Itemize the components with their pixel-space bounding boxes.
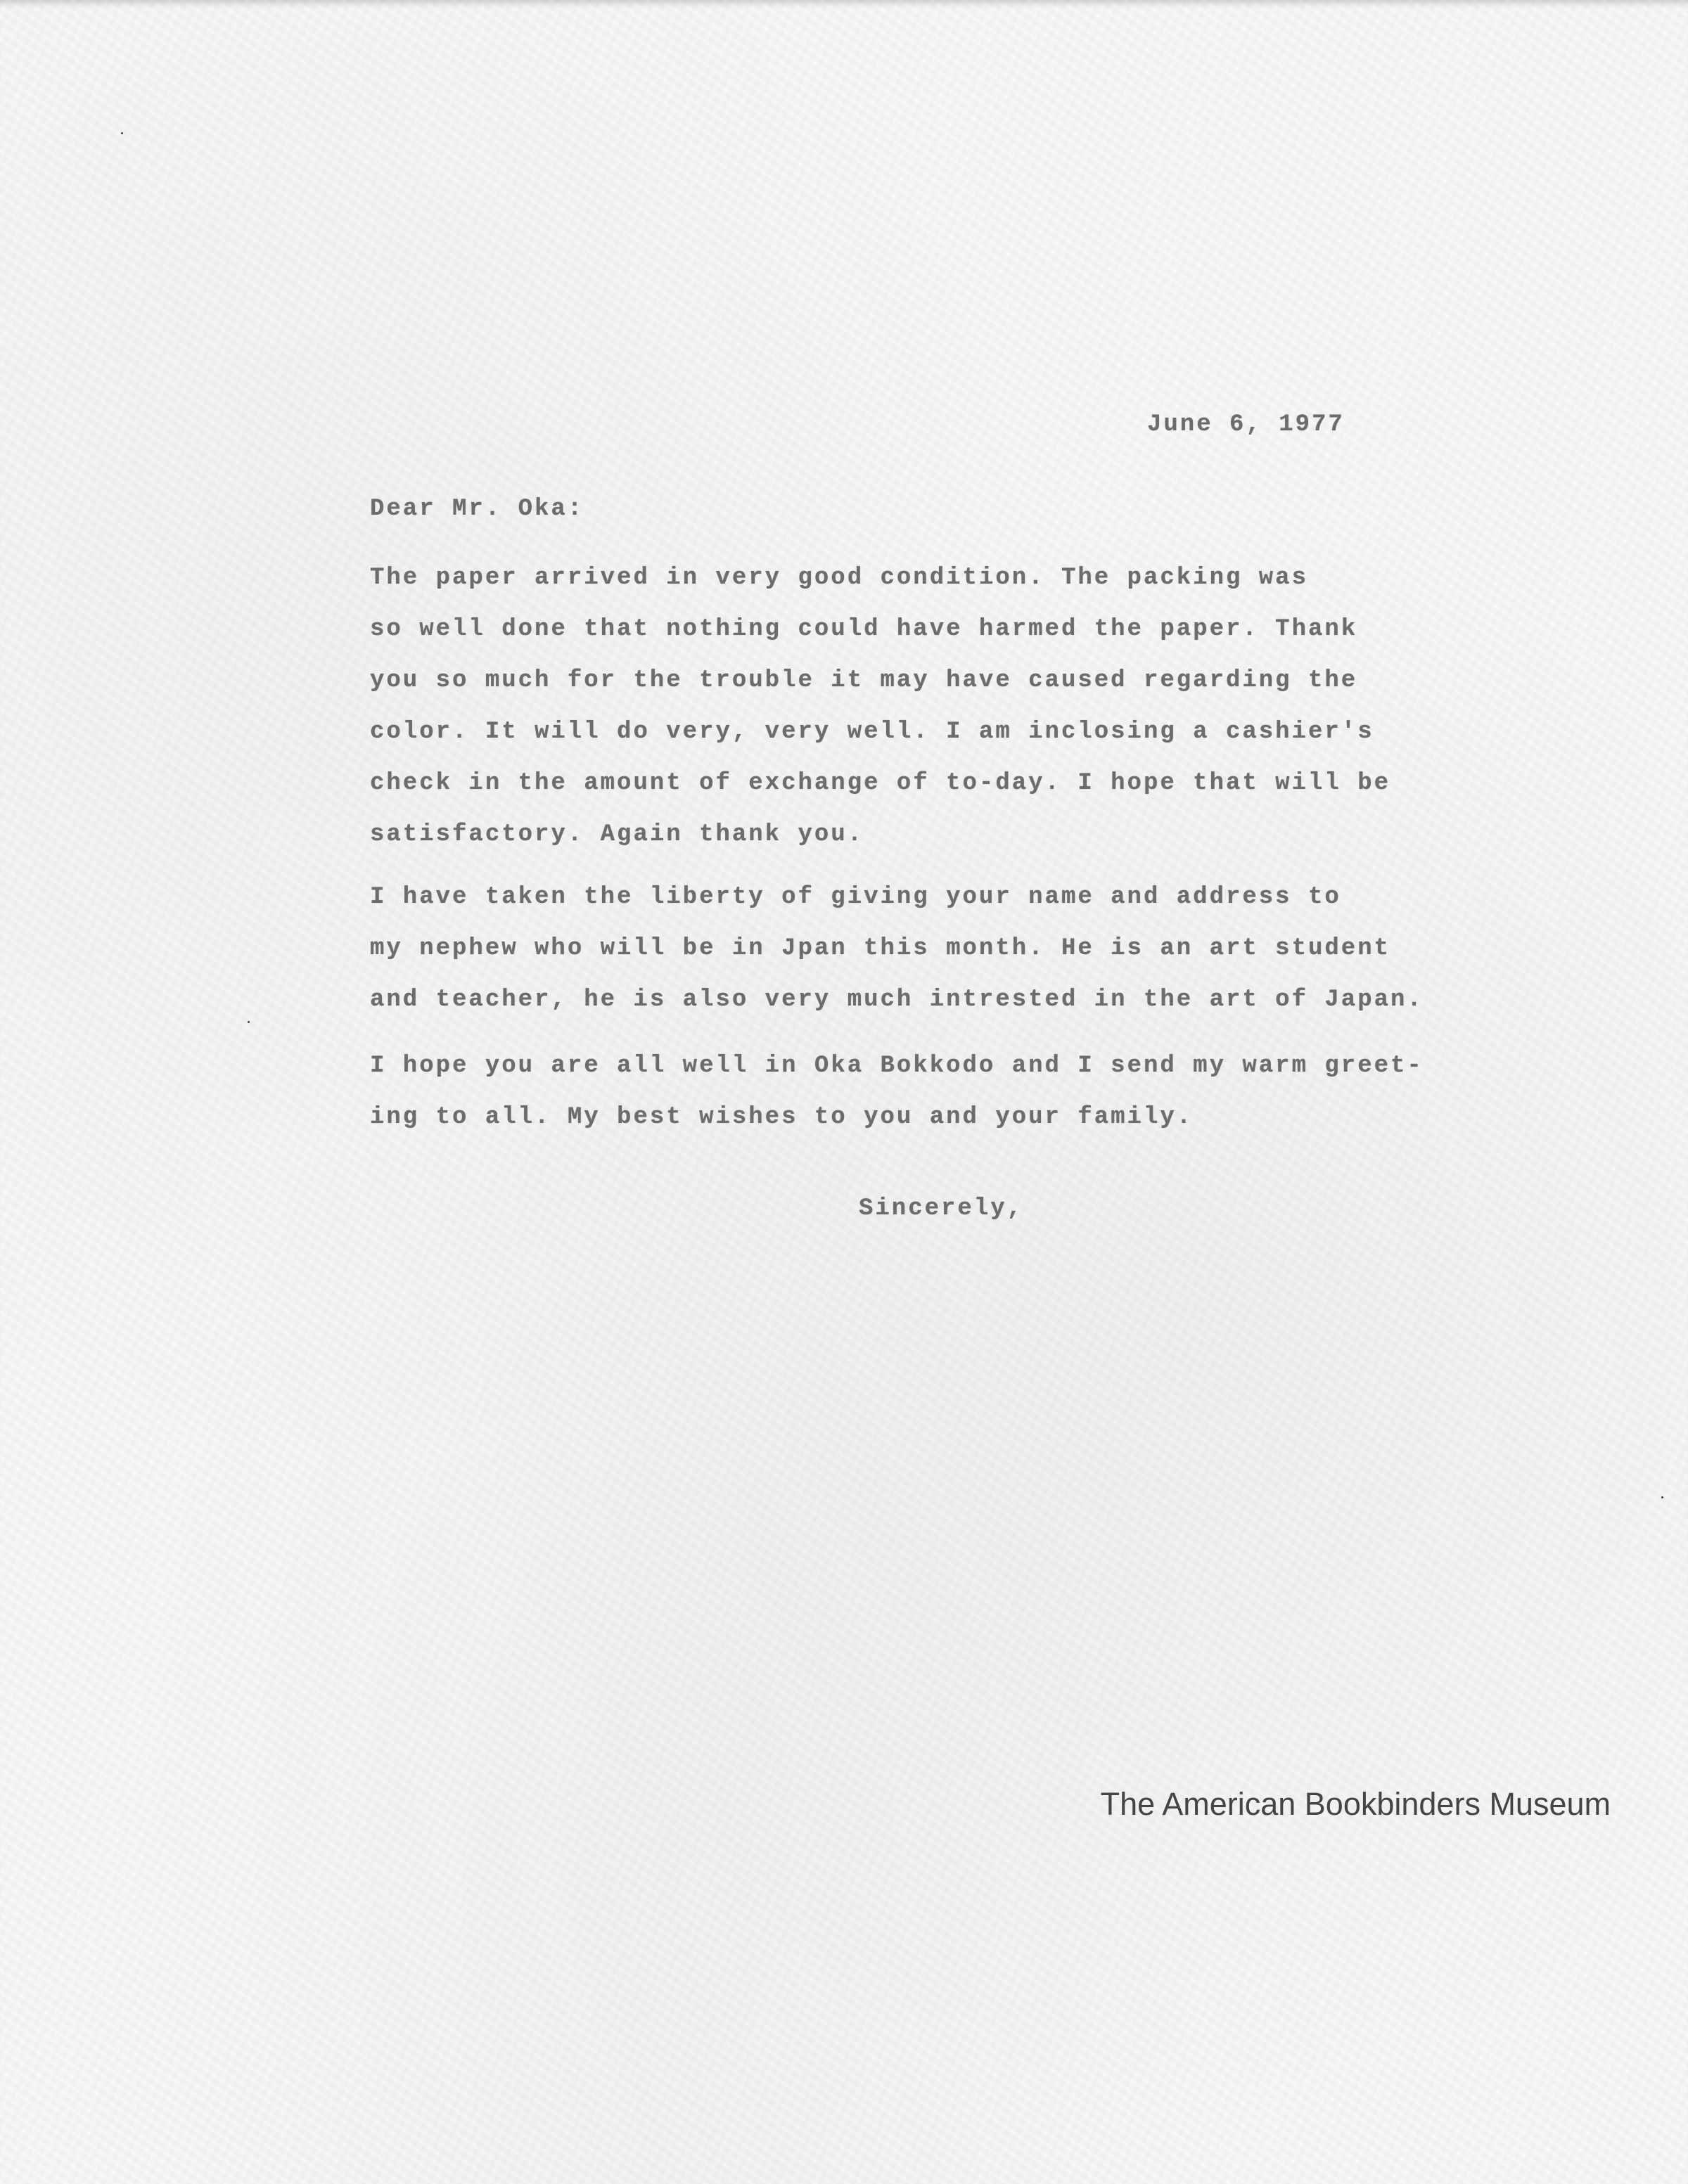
paragraph-line: my nephew who will be in Jpan this month. He is an art student bbox=[370, 935, 1391, 962]
paper-speck bbox=[121, 132, 123, 134]
paragraph-line: I have taken the liberty of giving your name and address to bbox=[370, 884, 1341, 911]
paper-speck bbox=[248, 1021, 250, 1023]
paragraph-line: satisfactory. Again thank you. bbox=[370, 821, 864, 848]
paragraph-line: color. It will do very, very well. I am inclosing a cashier's bbox=[370, 719, 1374, 745]
paragraph-line: you so much for the trouble it may have caused regarding the bbox=[370, 667, 1358, 694]
paragraph-line: I hope you are all well in Oka Bokkodo and I send my warm greet- bbox=[370, 1053, 1424, 1079]
letter-paragraph-3 bbox=[370, 1041, 1424, 1143]
letter-date: June 6, 1977 bbox=[1147, 411, 1345, 438]
paragraph-line: ing to all. My best wishes to you and your family. bbox=[370, 1104, 1194, 1131]
letter-closing: Sincerely, bbox=[859, 1195, 1024, 1222]
paragraph-line: check in the amount of exchange of to-day. I hope that will be bbox=[370, 770, 1391, 797]
paragraph-line: so well done that nothing could have harmed the paper. Thank bbox=[370, 616, 1358, 643]
museum-watermark: The American Bookbinders Museum bbox=[1100, 1786, 1611, 1822]
paper-speck bbox=[1661, 1496, 1663, 1498]
letter-salutation: Dear Mr. Oka: bbox=[370, 496, 584, 522]
paragraph-line: and teacher, he is also very much intrested in the art of Japan. bbox=[370, 987, 1424, 1013]
letter-paragraph-1 bbox=[370, 553, 1390, 861]
letter-paragraph-2 bbox=[370, 872, 1424, 1026]
paragraph-line: The paper arrived in very good condition. The packing was bbox=[370, 565, 1308, 591]
